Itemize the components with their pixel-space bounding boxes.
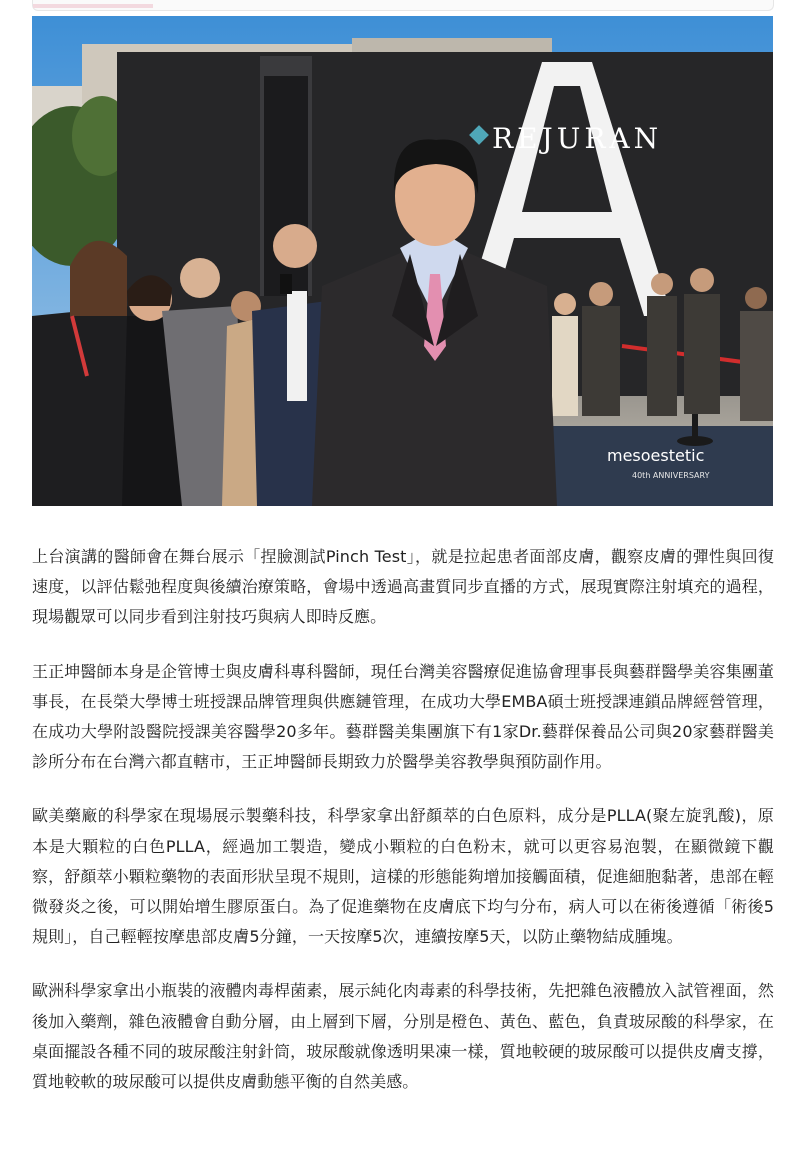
floor-logo-text: mesoestetic xyxy=(607,446,705,465)
event-photo-illustration xyxy=(32,16,773,506)
article-body xyxy=(32,542,774,1121)
top-card-accent xyxy=(33,4,153,8)
event-photo xyxy=(32,16,773,506)
paragraph-plla-demo: 歐美藥廠的科學家在現場展示製藥科技，科學家拿出舒顏萃的白色原料，成分是PLLA(聚左旋乳酸)，原本是大顆粒的白色PLLA，經過加工製造，變成小顆粒的白色粉末，就可以更容易泡製，在顯微鏡下觀察，舒顏萃小顆粒藥物的表面形狀呈現不規則，這樣的形態能夠增加接觸面積，促進細胞黏著，患部在輕微發炎之後，可以開始增生膠原蛋白。為了促進藥物在皮膚底下均勻分布，病人可以在術後遵循「術後5規則」，自己輕輕按摩患部皮膚5分鐘，一天按摩5次，連續按摩5天，以防止藥物結成腫塊。 xyxy=(32,806,774,947)
top-card-edge xyxy=(32,0,774,11)
paragraph-pinch-test: 上台演講的醫師會在舞台展示「捏臉測試Pinch Test」，就是拉起患者面部皮膚，觀察皮膚的彈性與回復速度，以評估鬆弛程度與後續治療策略，會場中透過高畫質同步直播的方式，展現實際注射填充的過程，現場觀眾可以同步看到注射技巧與病人即時反應。 xyxy=(32,547,774,627)
paragraph-doctor-bio: 王正坤醫師本身是企管博士與皮膚科專科醫師，現任台灣美容醫療促進協會理事長與藝群醫學美容集團董事長，在長榮大學博士班授課品牌管理與供應鏈管理，在成功大學EMBA碩士班授課連鎖品牌經營管理，在成功大學附設醫院授課美容醫學20多年。藝群醫美集團旗下有1家Dr.藝群保養品公司與20家藝群醫美診所分布在台灣六都直轄市，王正坤醫師長期致力於醫學美容教學與預防副作用。 xyxy=(32,661,774,772)
signage-text: REJURAN xyxy=(492,122,663,155)
paragraph-botox-hyaluronic: 歐洲科學家拿出小瓶裝的液體肉毒桿菌素，展示純化肉毒素的科學技術，先把雜色液體放入試管裡面，然後加入藥劑，雜色液體會自動分層，由上層到下層，分別是橙色、黃色、藍色，負責玻尿酸的科學家，在桌面擺設各種不同的玻尿酸注射針筒，玻尿酸就像透明果凍一樣，質地較硬的玻尿酸可以提供皮膚支撐，質地較軟的玻尿酸可以提供皮膚動態平衡的自然美感。 xyxy=(32,981,774,1092)
floor-logo-subtext: 40th ANNIVERSARY xyxy=(632,471,710,480)
